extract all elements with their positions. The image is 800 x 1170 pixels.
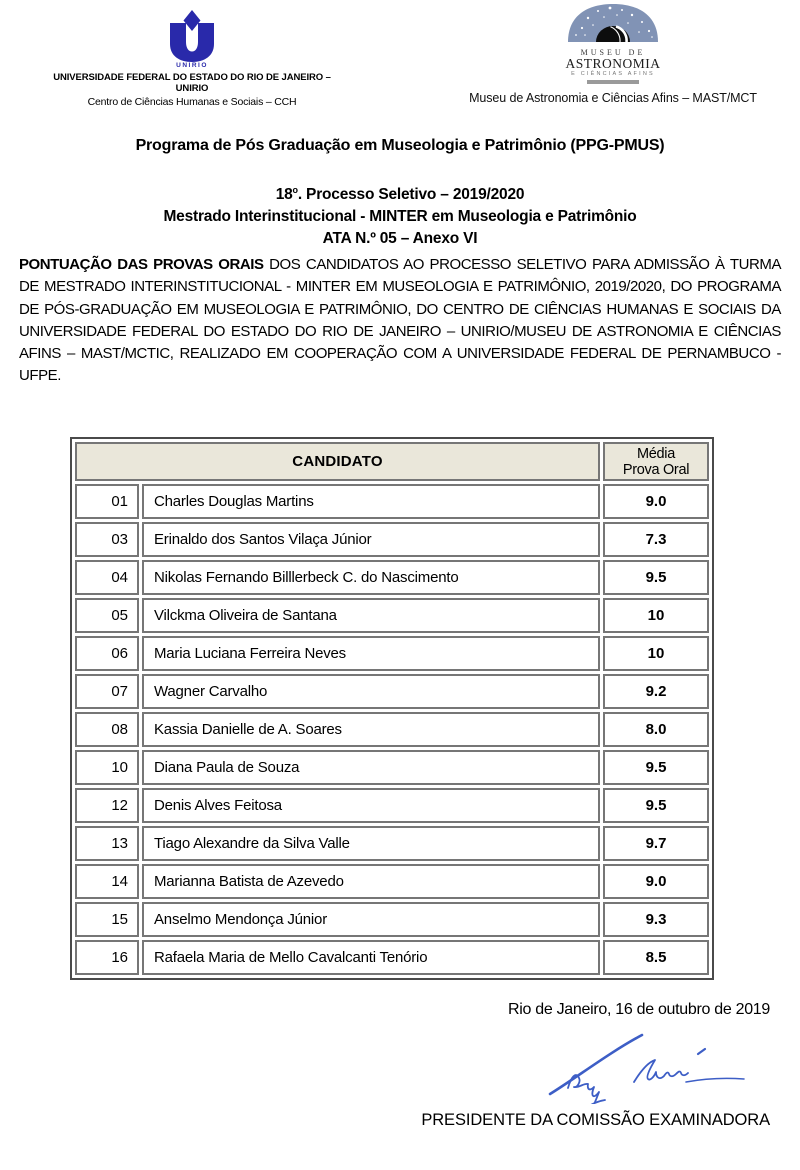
table-row bbox=[75, 750, 709, 785]
candidate-score: 9.0 bbox=[603, 864, 709, 899]
subtitle-process-line: 18$^o$. Processo Seletivo – 2019/2020 bbox=[275, 185, 525, 204]
candidate-number: 08 bbox=[75, 712, 139, 747]
scores-table-header bbox=[75, 442, 709, 481]
candidate-number: 07 bbox=[75, 674, 139, 709]
candidate-score: 9.0 bbox=[603, 484, 709, 519]
unirio-header-block bbox=[36, 10, 348, 108]
signature-icon bbox=[538, 1030, 750, 1104]
candidate-name: Kassia Danielle de A. Soares bbox=[142, 712, 600, 747]
candidate-number: 16 bbox=[75, 940, 139, 975]
candidate-name: Marianna Batista de Azevedo bbox=[142, 864, 600, 899]
mast-dome-arch-icon bbox=[560, 2, 666, 42]
candidate-number: 05 bbox=[75, 598, 139, 633]
subtitle-block bbox=[0, 179, 800, 250]
intro-paragraph-lead: PONTUAÇÃO DAS PROVAS ORAIS bbox=[19, 256, 264, 273]
candidate-score: 8.5 bbox=[603, 940, 709, 975]
mast-logo-text-astronomia: ASTRONOMIA bbox=[565, 56, 661, 71]
unirio-logo-icon bbox=[163, 10, 221, 62]
candidate-number: 06 bbox=[75, 636, 139, 671]
mast-logo-text-museu-de: MUSEU DE bbox=[580, 48, 646, 57]
president-role-line: PRESIDENTE DA COMISSÃO EXAMINADORA bbox=[421, 1111, 770, 1129]
mast-header-block bbox=[452, 2, 774, 105]
candidate-number: 03 bbox=[75, 522, 139, 557]
candidate-score: 10 bbox=[603, 598, 709, 633]
table-row bbox=[75, 598, 709, 633]
table-row bbox=[75, 788, 709, 823]
candidate-number: 10 bbox=[75, 750, 139, 785]
candidate-name: Nikolas Fernando Billlerbeck C. do Nascimento bbox=[142, 560, 600, 595]
candidate-score: 9.3 bbox=[603, 902, 709, 937]
candidate-score: 8.0 bbox=[603, 712, 709, 747]
candidate-name: Wagner Carvalho bbox=[142, 674, 600, 709]
scores-table bbox=[70, 437, 714, 980]
candidate-score: 9.7 bbox=[603, 826, 709, 861]
date-line: Rio de Janeiro, 16 de outubro de 2019 bbox=[508, 1001, 770, 1018]
candidate-number: 15 bbox=[75, 902, 139, 937]
candidate-score: 10 bbox=[603, 636, 709, 671]
candidate-name: Charles Douglas Martins bbox=[142, 484, 600, 519]
candidate-name: Rafaela Maria de Mello Cavalcanti Tenório bbox=[142, 940, 600, 975]
university-name: UNIVERSIDADE FEDERAL DO ESTADO DO RIO DE JANEIRO – UNIRIO bbox=[53, 72, 331, 94]
table-row bbox=[75, 826, 709, 861]
table-row bbox=[75, 674, 709, 709]
intro-paragraph-rest: DOS CANDIDATOS AO PROCESSO SELETIVO PARA ADMISSÃO À TURMA DE MESTRADO INTERINSTITUCIONAL - MINTER EM MUSEOLOGIA E PATRIMÔNIO, 2019/2020, DO PROGRAMA DE PÓS-GRADUAÇÃO EM MUSEOLOGIA E PATRIMÔNIO, DO CENTRO DE CIÊNCIAS HUMANAS E SOCIAIS DA UNIVERSIDADE FEDERAL DO ESTADO DO RIO DE JANEIRO – UNIRIO/MUSEU DE ASTRONOMIA E CIÊNCIAS AFINS – MAST/MCTIC, REALIZADO EM COOPERAÇÃO COM A UNIVERSIDADE FEDERAL DE PERNAMBUCO - UFPE. bbox=[19, 256, 781, 385]
candidate-score: 9.5 bbox=[603, 560, 709, 595]
mast-logo-text-ciencias-afins: E CIÊNCIAS AFINS bbox=[571, 71, 655, 77]
candidate-score: 7.3 bbox=[603, 522, 709, 557]
table-row bbox=[75, 712, 709, 747]
table-row bbox=[75, 940, 709, 975]
candidate-name: Vilckma Oliveira de Santana bbox=[142, 598, 600, 633]
scores-table-body bbox=[75, 484, 709, 975]
unirio-logo-wordmark: UNIRIO bbox=[176, 62, 208, 69]
candidate-number: 01 bbox=[75, 484, 139, 519]
table-row bbox=[75, 484, 709, 519]
table-row bbox=[75, 522, 709, 557]
candidate-name: Anselmo Mendonça Júnior bbox=[142, 902, 600, 937]
mast-logo-icon bbox=[560, 2, 666, 84]
candidate-name: Diana Paula de Souza bbox=[142, 750, 600, 785]
candidate-score: 9.5 bbox=[603, 788, 709, 823]
table-row bbox=[75, 864, 709, 899]
intro-paragraph bbox=[19, 254, 781, 388]
subtitle-program-line: Mestrado Interinstitucional - MINTER em Museologia e Patrimônio bbox=[163, 208, 637, 226]
candidate-name: Maria Luciana Ferreira Neves bbox=[142, 636, 600, 671]
candidate-name: Tiago Alexandre da Silva Valle bbox=[142, 826, 600, 861]
candidate-score: 9.2 bbox=[603, 674, 709, 709]
candidate-number: 14 bbox=[75, 864, 139, 899]
candidate-number: 04 bbox=[75, 560, 139, 595]
table-row bbox=[75, 902, 709, 937]
mast-caption: Museu de Astronomia e Ciências Afins – MAST/MCT bbox=[469, 91, 757, 105]
column-header-candidate: CANDIDATO bbox=[75, 442, 600, 481]
subtitle-ata-line: ATA N.º 05 – Anexo VI bbox=[322, 230, 478, 248]
center-name: Centro de Ciências Humanas e Sociais – CCH bbox=[87, 96, 297, 108]
candidate-number: 12 bbox=[75, 788, 139, 823]
table-row bbox=[75, 560, 709, 595]
candidate-number: 13 bbox=[75, 826, 139, 861]
candidate-score: 9.5 bbox=[603, 750, 709, 785]
candidate-name: Denis Alves Feitosa bbox=[142, 788, 600, 823]
candidate-name: Erinaldo dos Santos Vilaça Júnior bbox=[142, 522, 600, 557]
table-row bbox=[75, 636, 709, 671]
page-title: Programa de Pós Graduação em Museologia e Patrimônio (PPG-PMUS) bbox=[135, 137, 665, 154]
mast-logo-bar bbox=[587, 80, 639, 84]
column-header-score: Média Prova Oral bbox=[603, 442, 709, 481]
